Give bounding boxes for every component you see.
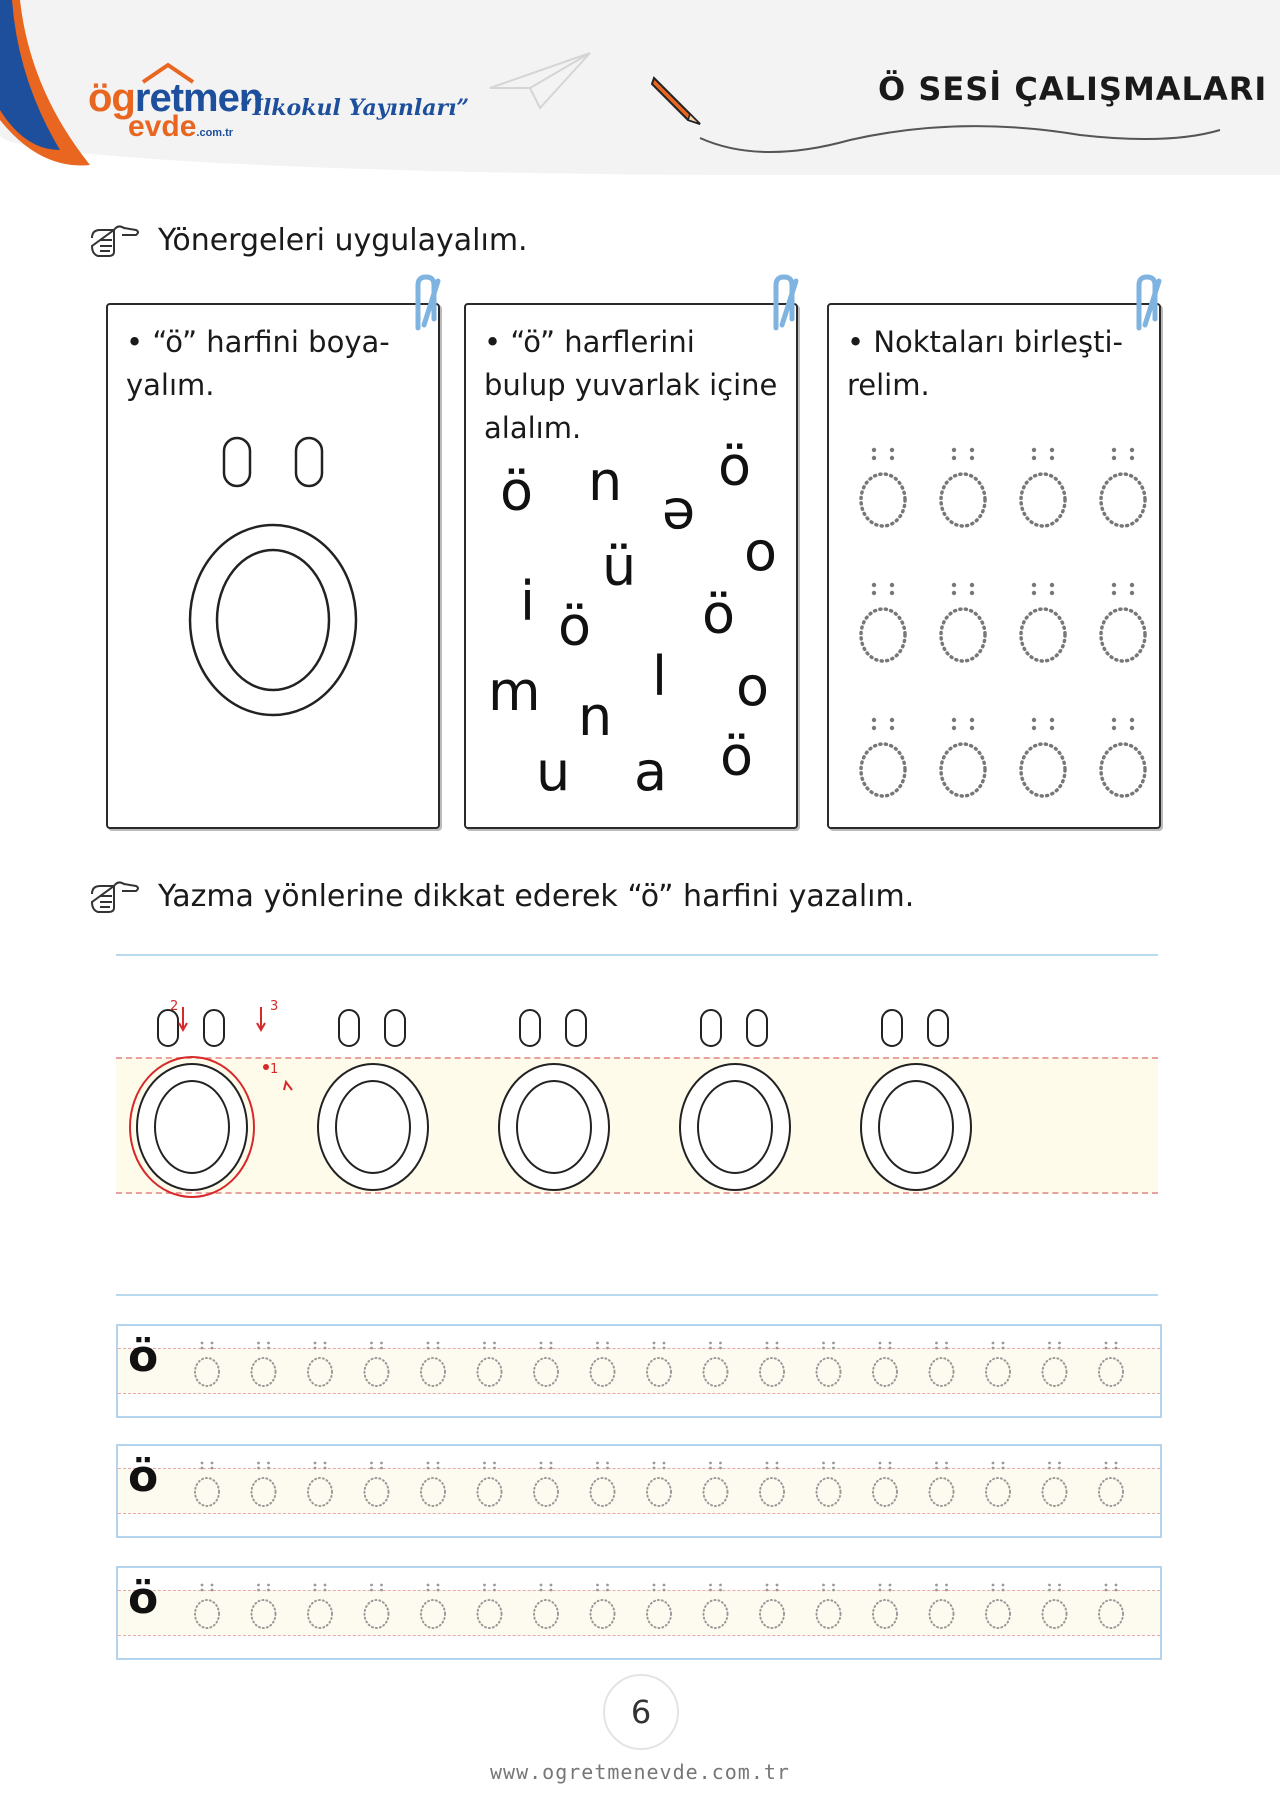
dotted-o-umlaut[interactable] bbox=[986, 1462, 1010, 1506]
instruction-2 bbox=[88, 876, 914, 916]
dotted-o-umlaut[interactable] bbox=[941, 718, 985, 796]
dotted-o-umlaut[interactable] bbox=[252, 1462, 276, 1506]
page-title: Ö SESİ ÇALIŞMALARI bbox=[878, 70, 1268, 108]
dotted-o-umlaut[interactable] bbox=[704, 1584, 728, 1628]
letter-item[interactable]: ö bbox=[718, 435, 752, 498]
dotted-o-umlaut[interactable] bbox=[1099, 1462, 1123, 1506]
dotted-o-umlaut[interactable] bbox=[591, 1342, 615, 1386]
dotted-o-umlaut[interactable] bbox=[817, 1462, 841, 1506]
practice-row-1[interactable] bbox=[116, 1324, 1162, 1418]
logo-wordmark: ögretmen bbox=[88, 76, 263, 120]
letter-item[interactable]: n bbox=[578, 685, 613, 748]
dotted-o-umlaut[interactable] bbox=[591, 1462, 615, 1506]
paper-plane-icon bbox=[480, 48, 600, 118]
dotted-o-umlaut[interactable] bbox=[817, 1342, 841, 1386]
stroke-number-3: 3 bbox=[270, 999, 279, 1014]
dotted-o-umlaut[interactable] bbox=[195, 1462, 219, 1506]
letter-item[interactable]: i bbox=[520, 570, 536, 633]
letter-item[interactable]: m bbox=[488, 660, 541, 723]
dotted-o-umlaut[interactable] bbox=[1043, 1342, 1067, 1386]
instruction-2-text: Yazma yönlerine dikkat ederek “ö” harfini yazalım. bbox=[158, 878, 915, 914]
dotted-o-umlaut[interactable] bbox=[195, 1342, 219, 1386]
dotted-o-umlaut[interactable] bbox=[930, 1462, 954, 1506]
dotted-o-umlaut[interactable] bbox=[930, 1342, 954, 1386]
pointing-hand-icon bbox=[88, 876, 140, 916]
dotted-o-umlaut[interactable] bbox=[421, 1342, 445, 1386]
dotted-o-umlaut[interactable] bbox=[760, 1462, 784, 1506]
card-color-letter bbox=[106, 303, 440, 829]
dotted-o-umlaut[interactable] bbox=[308, 1462, 332, 1506]
dotted-o-umlaut[interactable] bbox=[1021, 583, 1065, 661]
model-letter: ö bbox=[128, 1331, 159, 1382]
letter-item[interactable]: n bbox=[588, 450, 623, 513]
model-letter: ö bbox=[128, 1451, 159, 1502]
instruction-1 bbox=[88, 220, 528, 260]
dotted-o-umlaut[interactable] bbox=[252, 1342, 276, 1386]
card-3-text: • Noktaları birleşti- relim. bbox=[847, 325, 1124, 402]
letter-item[interactable]: ö bbox=[500, 460, 534, 523]
dotted-o-umlaut[interactable] bbox=[195, 1584, 219, 1628]
dotted-o-umlaut[interactable] bbox=[647, 1462, 671, 1506]
practice-row-2[interactable] bbox=[116, 1444, 1162, 1538]
dotted-o-umlaut[interactable] bbox=[534, 1584, 558, 1628]
dotted-o-umlaut[interactable] bbox=[591, 1584, 615, 1628]
dotted-o-umlaut[interactable] bbox=[478, 1462, 502, 1506]
letter-item[interactable]: ü bbox=[602, 535, 637, 598]
model-letter: ö bbox=[128, 1573, 159, 1624]
instruction-1-text: Yönergeleri uygulayalım. bbox=[158, 222, 528, 258]
letter-item[interactable]: ö bbox=[720, 725, 754, 788]
dotted-o-umlaut[interactable] bbox=[1101, 718, 1145, 796]
dotted-letter-row[interactable] bbox=[118, 1568, 1160, 1658]
outline-o-umlaut[interactable] bbox=[861, 1010, 971, 1190]
card-2-text[interactable]: • “ö” harflerini bulup yuvarlak içine alalım. bbox=[484, 325, 778, 445]
brand-logo bbox=[88, 76, 263, 143]
card-connect-dots bbox=[827, 303, 1161, 829]
dotted-o-umlaut[interactable] bbox=[1101, 448, 1145, 526]
outline-o-umlaut[interactable] bbox=[499, 1010, 609, 1190]
dotted-o-umlaut[interactable] bbox=[817, 1584, 841, 1628]
dotted-o-umlaut[interactable] bbox=[647, 1584, 671, 1628]
dotted-o-umlaut[interactable] bbox=[941, 448, 985, 526]
outline-o-umlaut[interactable] bbox=[680, 1010, 790, 1190]
letter-item[interactable]: a bbox=[634, 740, 668, 803]
outline-o-umlaut[interactable] bbox=[137, 1010, 247, 1190]
dotted-o-umlaut[interactable] bbox=[930, 1584, 954, 1628]
letter-item[interactable]: ö bbox=[558, 595, 592, 658]
logo-subword: evde.com.tr bbox=[128, 110, 234, 143]
dotted-o-umlaut[interactable] bbox=[704, 1462, 728, 1506]
dotted-o-umlaut[interactable] bbox=[861, 718, 905, 796]
dotted-o-umlaut[interactable] bbox=[986, 1342, 1010, 1386]
dotted-o-umlaut[interactable] bbox=[873, 1462, 897, 1506]
outline-o-umlaut[interactable] bbox=[318, 1010, 428, 1190]
house-roof-icon bbox=[138, 62, 198, 84]
card-1-text: • “ö” harfini boya- yalım. bbox=[126, 325, 390, 402]
dotted-o-umlaut[interactable] bbox=[252, 1584, 276, 1628]
trace-letters[interactable] bbox=[116, 990, 1158, 1210]
dotted-letter-grid[interactable] bbox=[829, 440, 1159, 810]
dotted-o-umlaut[interactable] bbox=[1043, 1462, 1067, 1506]
pointing-hand-icon bbox=[88, 220, 140, 260]
dotted-o-umlaut[interactable] bbox=[534, 1342, 558, 1386]
corner-ribbon bbox=[0, 0, 90, 180]
letter-item[interactable]: ö bbox=[702, 583, 736, 646]
dotted-o-umlaut[interactable] bbox=[941, 583, 985, 661]
dotted-o-umlaut[interactable] bbox=[861, 583, 905, 661]
letter-item[interactable]: o bbox=[744, 520, 778, 583]
dotted-o-umlaut[interactable] bbox=[1099, 1342, 1123, 1386]
dotted-o-umlaut[interactable] bbox=[478, 1584, 502, 1628]
letter-item[interactable]: e bbox=[662, 486, 696, 549]
dotted-o-umlaut[interactable] bbox=[861, 448, 905, 526]
dotted-o-umlaut[interactable] bbox=[308, 1342, 332, 1386]
dotted-o-umlaut[interactable] bbox=[534, 1462, 558, 1506]
dotted-o-umlaut[interactable] bbox=[308, 1584, 332, 1628]
dotted-o-umlaut[interactable] bbox=[1021, 718, 1065, 796]
dotted-letter-row[interactable] bbox=[118, 1446, 1160, 1536]
dotted-o-umlaut[interactable] bbox=[365, 1584, 389, 1628]
guide-line-top bbox=[116, 954, 1158, 956]
website-url[interactable]: www.ogretmenevde.com.tr bbox=[490, 1760, 790, 1784]
dotted-o-umlaut[interactable] bbox=[365, 1462, 389, 1506]
stroke-number-2: 2 bbox=[170, 999, 179, 1014]
dotted-o-umlaut[interactable] bbox=[760, 1342, 784, 1386]
dotted-o-umlaut[interactable] bbox=[647, 1342, 671, 1386]
dotted-o-umlaut[interactable] bbox=[1043, 1584, 1067, 1628]
letter-item[interactable]: o bbox=[736, 655, 770, 718]
dotted-o-umlaut[interactable] bbox=[1101, 583, 1145, 661]
letter-item[interactable]: l bbox=[652, 645, 668, 708]
dotted-o-umlaut[interactable] bbox=[704, 1342, 728, 1386]
dotted-o-umlaut[interactable] bbox=[421, 1462, 445, 1506]
dotted-o-umlaut[interactable] bbox=[873, 1342, 897, 1386]
dotted-o-umlaut[interactable] bbox=[1099, 1584, 1123, 1628]
letter-item[interactable]: u bbox=[536, 740, 571, 803]
page-number: 6 bbox=[603, 1674, 679, 1750]
outline-o-umlaut bbox=[168, 430, 378, 720]
dotted-o-umlaut[interactable] bbox=[421, 1584, 445, 1628]
pencil-icon bbox=[648, 70, 708, 130]
card-find-letters bbox=[464, 303, 798, 829]
dotted-o-umlaut[interactable] bbox=[986, 1584, 1010, 1628]
dotted-o-umlaut[interactable] bbox=[478, 1342, 502, 1386]
dotted-o-umlaut[interactable] bbox=[873, 1584, 897, 1628]
publisher-name: “İlkokul Yayınları” bbox=[240, 95, 470, 121]
dotted-letter-row[interactable] bbox=[118, 1326, 1160, 1416]
dotted-o-umlaut[interactable] bbox=[365, 1342, 389, 1386]
practice-row-3[interactable] bbox=[116, 1566, 1162, 1660]
dotted-o-umlaut[interactable] bbox=[760, 1584, 784, 1628]
stroke-number-1: 1 bbox=[270, 1062, 279, 1077]
guide-line-bottom bbox=[116, 1294, 1158, 1296]
dotted-o-umlaut[interactable] bbox=[1021, 448, 1065, 526]
